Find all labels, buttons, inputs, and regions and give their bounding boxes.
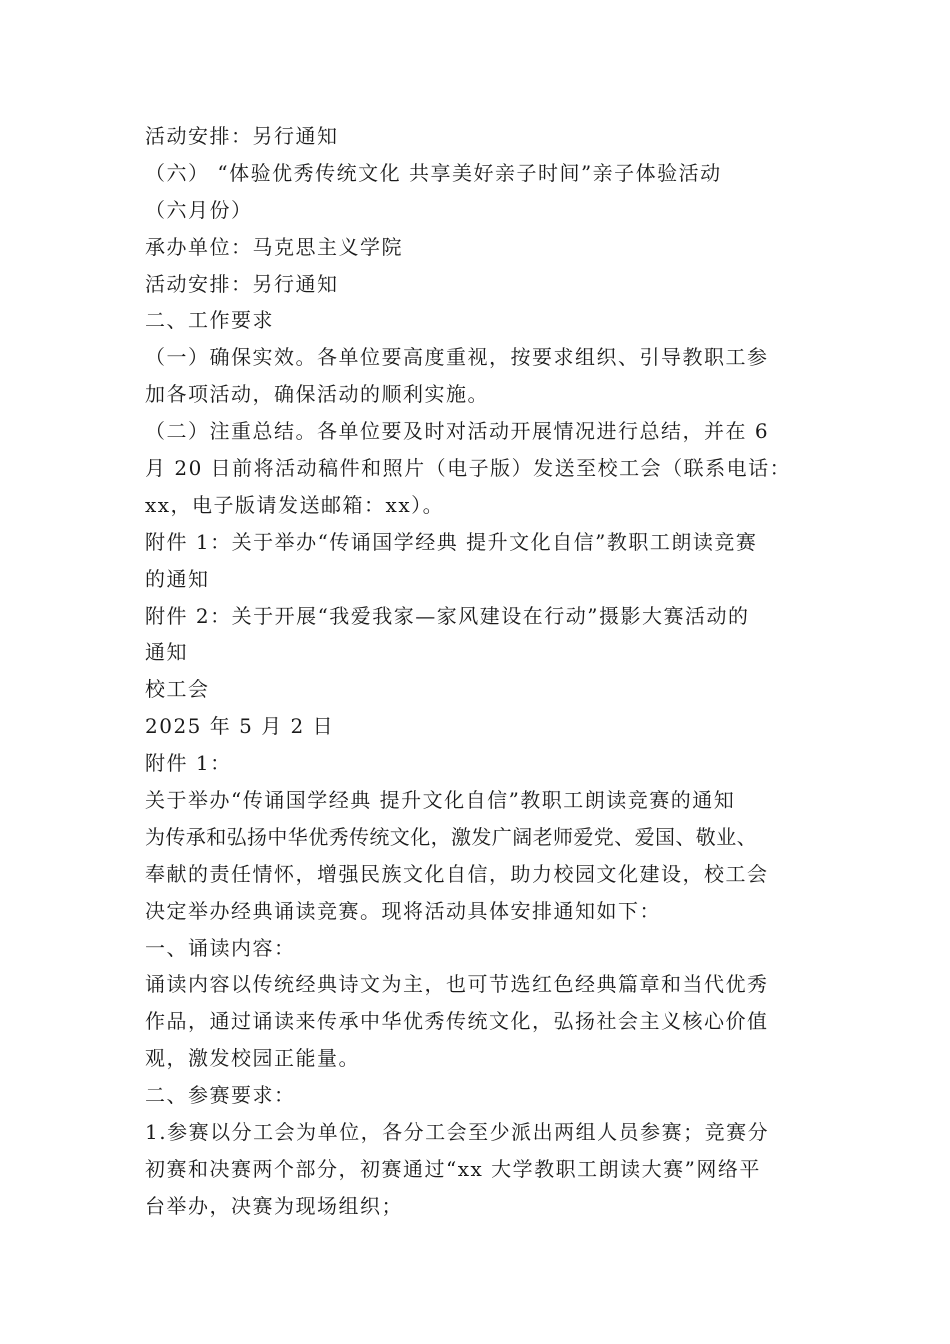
text-line: （六月份）: [145, 197, 253, 222]
text-line: 初赛和决赛两个部分，初赛通过“xx 大学教职工朗读大赛”网络平: [145, 1156, 761, 1181]
attachment-line: 附件 2：关于开展“我爱我家—家风建设在行动”摄影大赛活动的: [145, 603, 750, 628]
section-heading: 一、诵读内容：: [145, 935, 296, 960]
notice-title: 关于举办“传诵国学经典 提升文化自信”教职工朗读竞赛的通知: [145, 788, 736, 813]
signature-org: 校工会: [145, 677, 210, 702]
attachment-line: 的通知: [145, 566, 210, 591]
text-line: 诵读内容以传统经典诗文为主，也可节选红色经典篇章和当代优秀: [145, 972, 769, 997]
signature-date: 2025 年 5 月 2 日: [145, 714, 335, 739]
section-heading: 二、参赛要求：: [145, 1083, 296, 1108]
text-line: （六） “体验优秀传统文化 共享美好亲子时间”亲子体验活动: [145, 160, 722, 185]
text-line: 为传承和弘扬中华优秀传统文化，激发广阔老师爱党、爱国、敬业、: [145, 824, 757, 849]
text-line: （一）确保实效。各单位要高度重视，按要求组织、引导教职工参: [145, 345, 769, 370]
text-line: xx，电子版请发送邮箱：xx）。: [145, 492, 445, 517]
attachment-line: 通知: [145, 640, 188, 665]
text-line: 奉献的责任情怀，增强民族文化自信，助力校园文化建设，校工会: [145, 861, 769, 886]
text-line: 台举办，决赛为现场组织；: [145, 1193, 403, 1218]
attachment-heading: 附件 1：: [145, 751, 232, 776]
section-heading: 二、工作要求: [145, 308, 274, 333]
text-line: 观，激发校园正能量。: [145, 1046, 360, 1071]
text-line: 月 20 日前将活动稿件和照片（电子版）发送至校工会（联系电话：: [145, 456, 792, 481]
text-line: 活动安排：另行通知: [145, 124, 339, 148]
text-line: （二）注重总结。各单位要及时对活动开展情况进行总结，并在 6: [145, 419, 770, 444]
text-line: 作品，通过诵读来传承中华优秀传统文化，弘扬社会主义核心价值: [145, 1009, 769, 1034]
document-body: [145, 118, 805, 1225]
text-line: 1.参赛以分工会为单位，各分工会至少派出两组人员参赛；竞赛分: [145, 1120, 770, 1145]
text-line: 决定举办经典诵读竞赛。现将活动具体安排通知如下：: [145, 898, 661, 923]
text-line: 承办单位：马克思主义学院: [145, 234, 403, 259]
text-line: 活动安排：另行通知: [145, 271, 339, 296]
attachment-line: 附件 1：关于举办“传诵国学经典 提升文化自信”教职工朗读竞赛: [145, 529, 758, 554]
text-line: 加各项活动，确保活动的顺利实施。: [145, 382, 489, 407]
